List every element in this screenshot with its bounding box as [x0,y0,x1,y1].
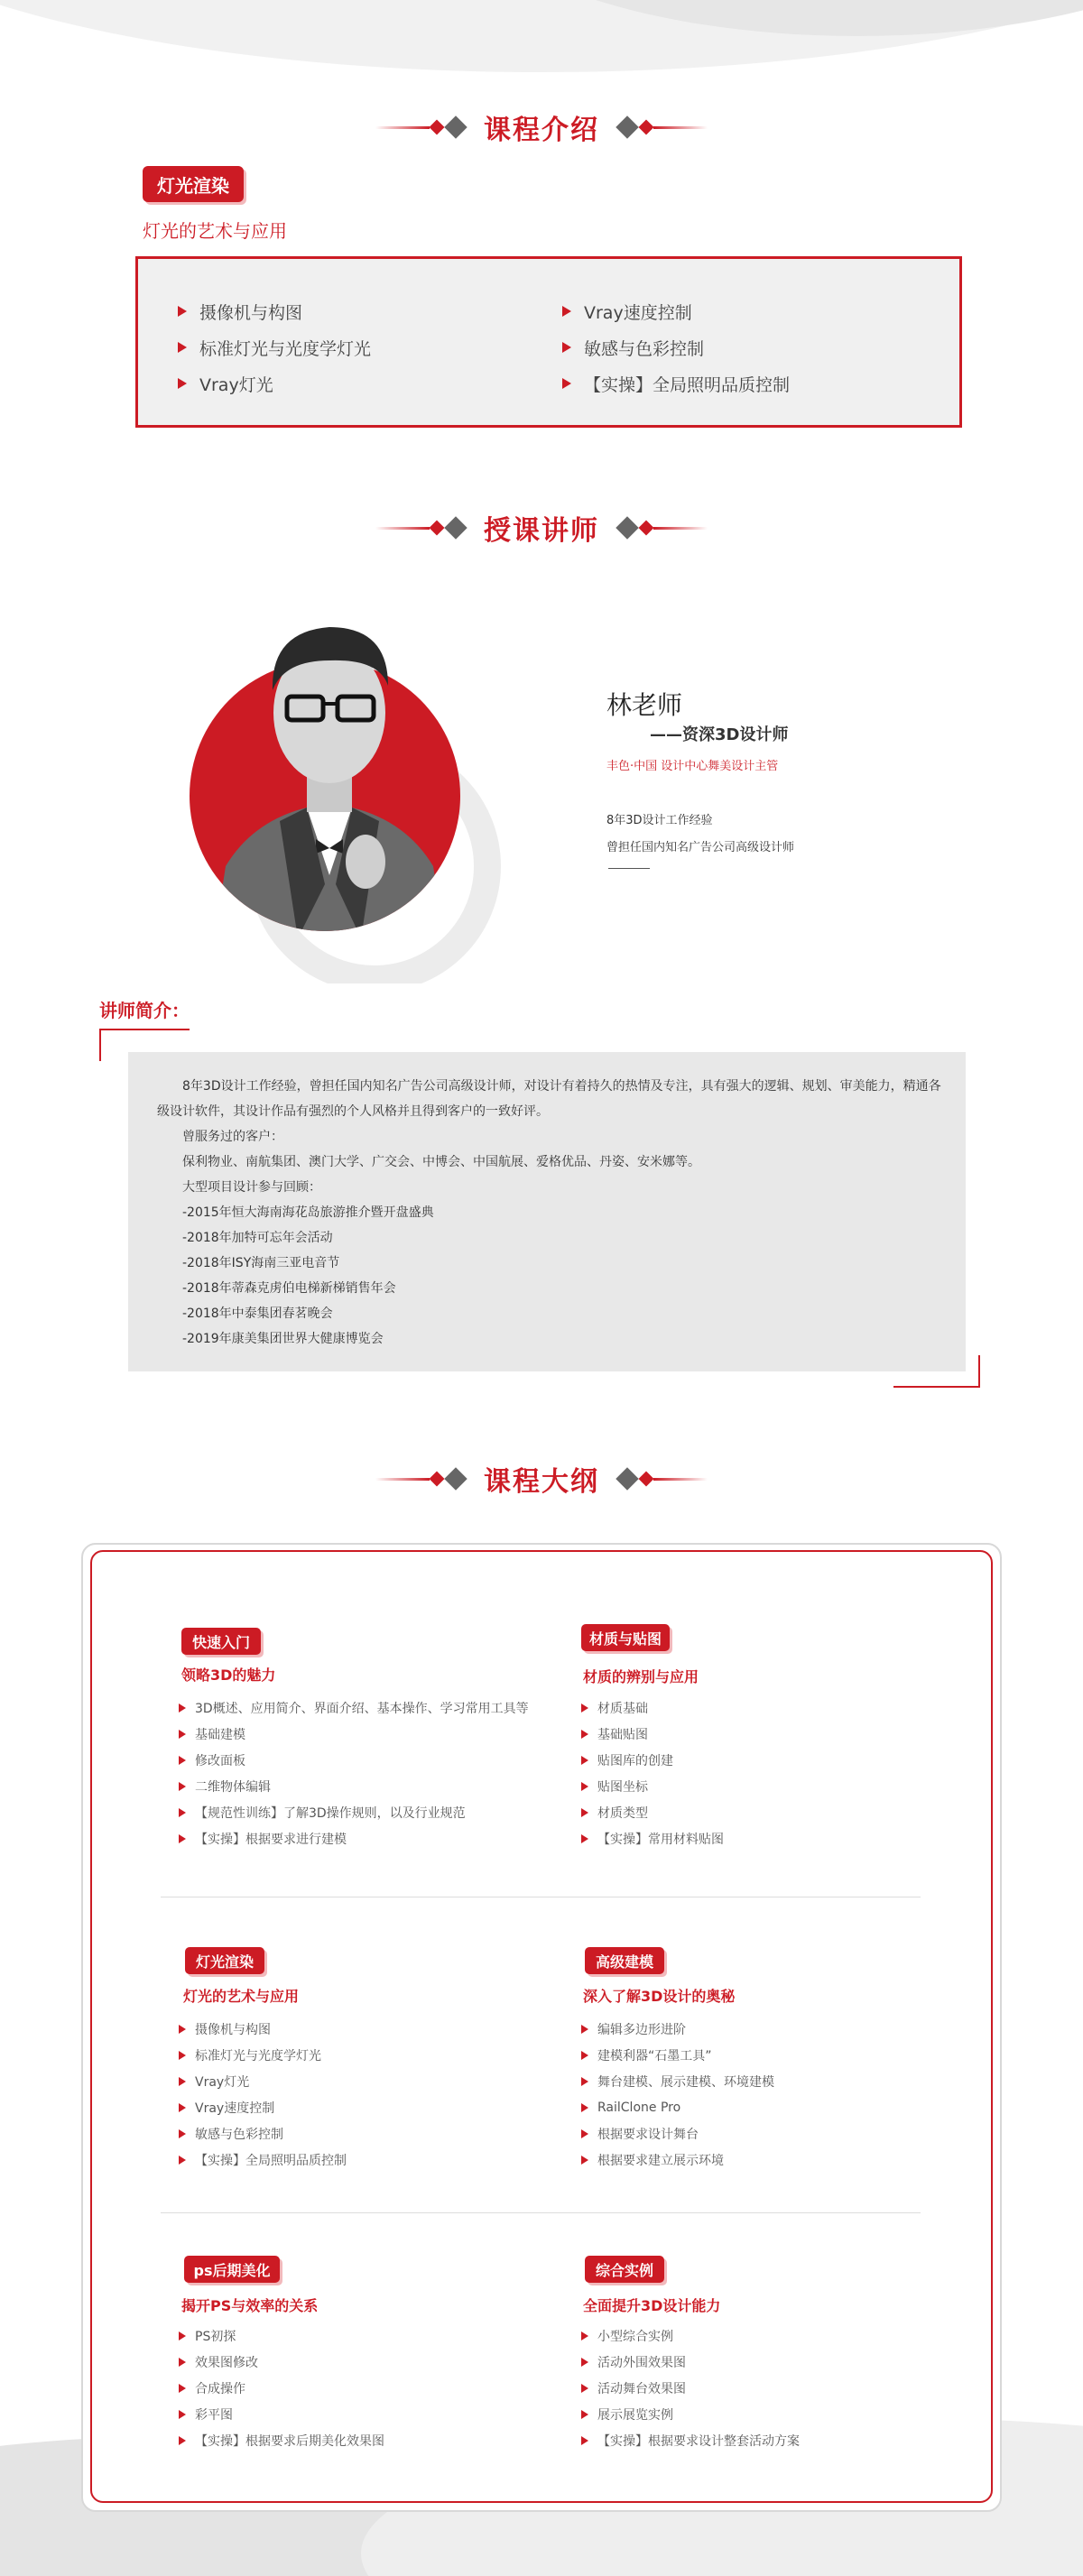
arrow-icon [562,306,571,317]
list-item: 活动外围效果图 [581,2349,800,2375]
arrow-icon [179,1730,186,1739]
teacher-position: 丰色·中国 设计中心舞美设计主管 [606,760,779,773]
list-item: 效果图修改 [179,2349,384,2375]
arrow-icon [581,1730,588,1739]
module-subtitle: 揭开PS与效率的关系 [181,2297,319,2314]
list-item: 摄像机与构图 [178,293,371,329]
arrow-icon [179,2410,186,2419]
list-item: 建模利器“石墨工具” [581,2042,774,2068]
list-item: Vray灯光 [178,365,371,402]
arrow-icon [581,2410,588,2419]
arrow-icon [179,2077,186,2086]
list-item: Vray灯光 [179,2068,347,2094]
module-list [179,2016,347,2173]
list-item: 摄像机与构图 [179,2016,347,2042]
teacher-exp-1: 8年3D设计工作经验 [606,814,713,827]
list-item: 舞台建模、展示建模、环境建模 [581,2068,774,2094]
list-item: RailClone Pro [581,2094,774,2120]
list-item: 【实操】全局照明品质控制 [179,2147,347,2173]
arrow-icon [581,2103,588,2112]
intro-topics-panel [135,256,962,428]
list-item: Vray速度控制 [179,2094,347,2120]
module-tag: 材质与贴图 [581,1624,670,1651]
list-item: 二维物体编辑 [179,1773,529,1799]
arrow-icon [179,2358,186,2367]
list-item: 修改面板 [179,1747,529,1773]
bio-heading: 讲师简介： [99,1000,190,1021]
arrow-icon [178,342,187,353]
module-tag: ps后期美化 [184,2256,280,2283]
arrow-icon [581,1808,588,1817]
diamond-icon [444,1467,467,1490]
module-subtitle: 深入了解3D设计的奥秘 [583,1988,736,2005]
arrow-icon [179,2436,186,2445]
list-item: 标准灯光与光度学灯光 [178,329,371,365]
list-item: 活动舞台效果图 [581,2375,800,2401]
list-item: PS初探 [179,2322,384,2349]
diamond-icon [616,115,638,138]
diamond-icon [616,516,638,539]
module-subtitle: 全面提升3D设计能力 [583,2297,721,2314]
clients-list: 保利物业、南航集团、澳门大学、广交会、中博会、中国航展、爱格优品、丹姿、安米娜等。 [182,1155,700,1169]
list-item: 3D概述、应用简介、界面介绍、基本操作、学习常用工具等 [179,1694,529,1721]
list-item: 材质类型 [581,1799,724,1825]
arrow-icon [581,2051,588,2060]
bio-panel [128,1052,966,1371]
list-item: 敏感与色彩控制 [179,2120,347,2147]
teacher-exp-2: 曾担任国内知名广告公司高级设计师 [606,841,795,854]
arrow-icon [562,342,571,353]
bio-paragraph: 8年3D设计工作经验，曾担任国内知名广告公司高级设计师，对设计有着持久的热情及专注，具有强大的逻辑、规划、审美能力，精通各级设计软件，其设计作品有强烈的个人风格并且得到客户的一致好评。 [157,1079,941,1119]
arrow-icon [179,2156,186,2165]
arrow-icon [178,378,187,389]
module-list [179,1694,529,1851]
module-subtitle: 材质的辨别与应用 [583,1668,699,1685]
list-item: 彩平图 [179,2401,384,2427]
module-tag: 快速入门 [181,1628,261,1655]
diamond-icon [444,115,467,138]
arrow-icon [178,306,187,317]
section-heading-intro: 课程介绍 [0,109,1083,145]
module-tag: 高级建模 [585,1947,664,1974]
arrow-icon [581,1756,588,1765]
module-list [581,2322,800,2453]
list-item: 敏感与色彩控制 [562,329,790,365]
list-item: 【实操】根据要求设计整套活动方案 [581,2427,800,2453]
list-item: Vray速度控制 [562,293,790,329]
diamond-icon [444,516,467,539]
project-item: -2019年康美集团世界大健康博览会 [182,1332,384,1346]
arrow-icon [179,1703,186,1713]
arrow-icon [179,1834,186,1843]
list-item: 小型综合实例 [581,2322,800,2349]
arrow-icon [581,2025,588,2034]
module-list [581,2016,774,2173]
arrow-icon [581,2156,588,2165]
module-subtitle: 灯光的艺术与应用 [183,1988,300,2005]
project-item: -2015年恒大海南海花岛旅游推介暨开盘盛典 [182,1205,434,1220]
list-item: 【实操】根据要求后期美化效果图 [179,2427,384,2453]
module-tag: 综合实例 [585,2256,664,2283]
list-item: 材质基础 [581,1694,724,1721]
project-item: -2018年中泰集团春茗晚会 [182,1306,333,1321]
diamond-icon [616,1467,638,1490]
arrow-icon [562,378,571,389]
list-item: 【实操】根据要求进行建模 [179,1825,529,1851]
arrow-icon [179,2025,186,2034]
arrow-icon [581,2384,588,2393]
arrow-icon [179,1782,186,1791]
teacher-name: 林老师 [606,690,683,720]
clients-label: 曾服务过的客户： [182,1130,283,1144]
list-item: 【实操】全局照明品质控制 [562,365,790,402]
arrow-icon [581,1703,588,1713]
list-item: 基础贴图 [581,1721,724,1747]
arrow-icon [179,2103,186,2112]
list-item: 贴图库的创建 [581,1747,724,1773]
list-item: 编辑多边形进阶 [581,2016,774,2042]
intro-subtitle: 灯光的艺术与应用 [143,220,287,242]
arrow-icon [179,2331,186,2341]
arrow-icon [179,1756,186,1765]
arrow-icon [179,2129,186,2138]
list-item: 【规范性训练】了解3D操作规则，以及行业规范 [179,1799,529,1825]
section-heading-teacher: 授课讲师 [0,510,1083,546]
arrow-icon [581,2129,588,2138]
intro-right-list [562,293,790,402]
module-divider [161,2212,921,2213]
arrow-icon [581,2436,588,2445]
arrow-icon [179,1808,186,1817]
teacher-role: ——资深3D设计师 [650,725,789,744]
list-item: 根据要求建立展示环境 [581,2147,774,2173]
list-item: 根据要求设计舞台 [581,2120,774,2147]
projects-label: 大型项目设计参与回顾： [182,1180,321,1195]
project-item: -2018年加特可忘年会活动 [182,1231,333,1245]
arrow-icon [179,2051,186,2060]
module-list [179,2322,384,2453]
list-item: 贴图坐标 [581,1773,724,1799]
project-item: -2018年ISY海南三亚电音节 [182,1256,340,1270]
module-tag: 灯光渲染 [185,1947,264,1974]
module-subtitle: 领略3D的魅力 [181,1667,276,1684]
arrow-icon [179,2384,186,2393]
list-item: 基础建模 [179,1721,529,1747]
teacher-portrait [171,577,551,983]
section-heading-outline: 课程大纲 [0,1461,1083,1497]
list-item: 【实操】常用材料贴图 [581,1825,724,1851]
intro-tag: 灯光渲染 [143,166,244,202]
arrow-icon [581,1782,588,1791]
list-item: 标准灯光与光度学灯光 [179,2042,347,2068]
list-item: 合成操作 [179,2375,384,2401]
intro-left-list [178,293,371,402]
project-item: -2018年蒂森克虏伯电梯新梯销售年会 [182,1281,396,1296]
list-item: 展示展览实例 [581,2401,800,2427]
arrow-icon [581,2358,588,2367]
arrow-icon [581,2331,588,2341]
divider-line [608,868,650,869]
arrow-icon [581,2077,588,2086]
module-list [581,1694,724,1851]
arrow-icon [581,1834,588,1843]
